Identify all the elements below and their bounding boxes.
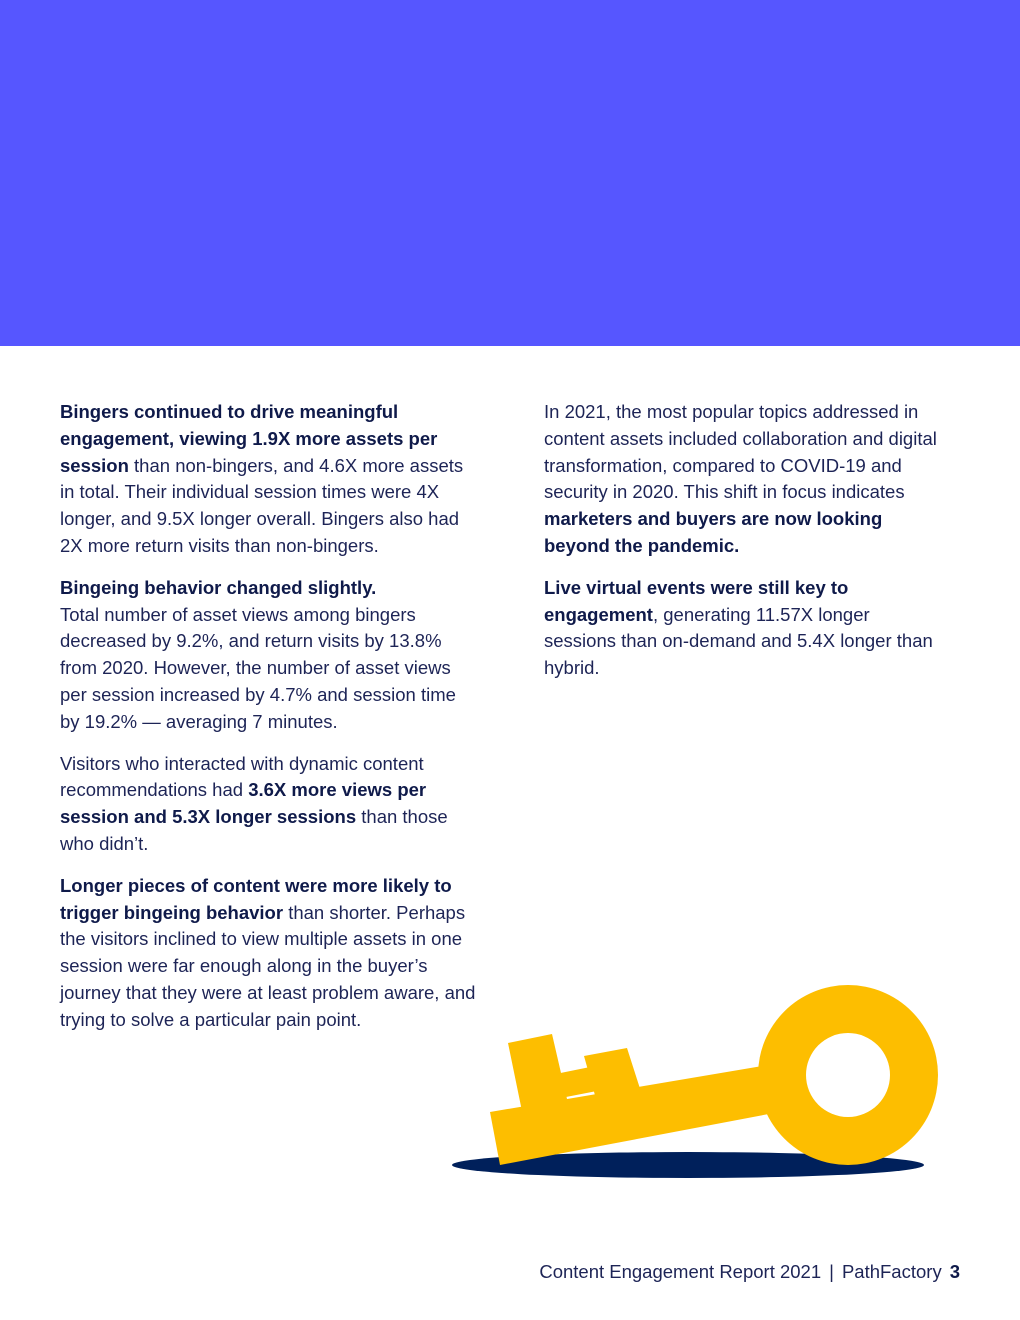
key-icon xyxy=(450,980,945,1185)
top-banner xyxy=(0,0,1020,346)
paragraph-bingeing-behavior xyxy=(60,575,480,736)
bold-lead: Bingers continued to drive meaningful engagement, viewing 1.9X more assets per session xyxy=(60,401,438,476)
body-text: , generating 11.57X longer sessions than on-demand and 5.4X longer than hybrid. xyxy=(544,603,933,679)
left-column xyxy=(60,399,480,1049)
paragraph-longer-content xyxy=(60,873,480,1034)
paragraph-bingers xyxy=(60,399,480,560)
body-text: than shorter. Perhaps the visitors inclined to view multiple assets in one session were far enough along in the buyer’s journey that they were at least problem aware, and trying to solve a particular pain point. xyxy=(60,901,476,1030)
paragraph-topics xyxy=(544,399,944,560)
body-text: Total number of asset views among bingers decreased by 9.2%, and return visits by 13.8% from 2020. However, the number of asset views per session increased by 4.7% and session time by 19.2% — averaging 7 minutes. xyxy=(60,603,456,732)
bold-lead: Longer pieces of content were more likely to trigger bingeing behavior xyxy=(60,874,452,923)
bold-highlight: 3.6X more views per session and 5.3X longer sessions xyxy=(60,779,427,828)
footer-separator: | xyxy=(829,1261,834,1282)
key-bow-hole xyxy=(806,1033,890,1117)
footer-brand: PathFactory xyxy=(841,1261,942,1282)
body-text: Visitors who interacted with dynamic content recommendations had xyxy=(60,752,424,801)
bold-lead: Live virtual events were still key to engagement xyxy=(544,576,849,625)
page-footer xyxy=(539,1261,960,1283)
paragraph-recommendations xyxy=(60,751,480,858)
body-text: than non-bingers, and 4.6X more assets in total. Their individual session times were 4X longer, and 9.5X longer overall. Bingers also had 2X more return visits than non-bingers. xyxy=(60,454,464,556)
bold-highlight: marketers and buyers are now looking beyond the pandemic. xyxy=(544,508,883,556)
page-number: 3 xyxy=(949,1261,960,1282)
paragraph-virtual-events xyxy=(544,575,944,682)
footer-report-title: Content Engagement Report 2021 xyxy=(539,1261,822,1282)
bold-lead: Bingeing behavior changed slightly. xyxy=(60,576,377,598)
right-column xyxy=(544,399,944,697)
body-text: than those who didn’t. xyxy=(60,806,448,854)
body-text: In 2021, the most popular topics addressed in content assets included collaboration and digital transformation, compared to COVID-19 and security in 2020. This shift in focus indicates xyxy=(544,401,937,503)
